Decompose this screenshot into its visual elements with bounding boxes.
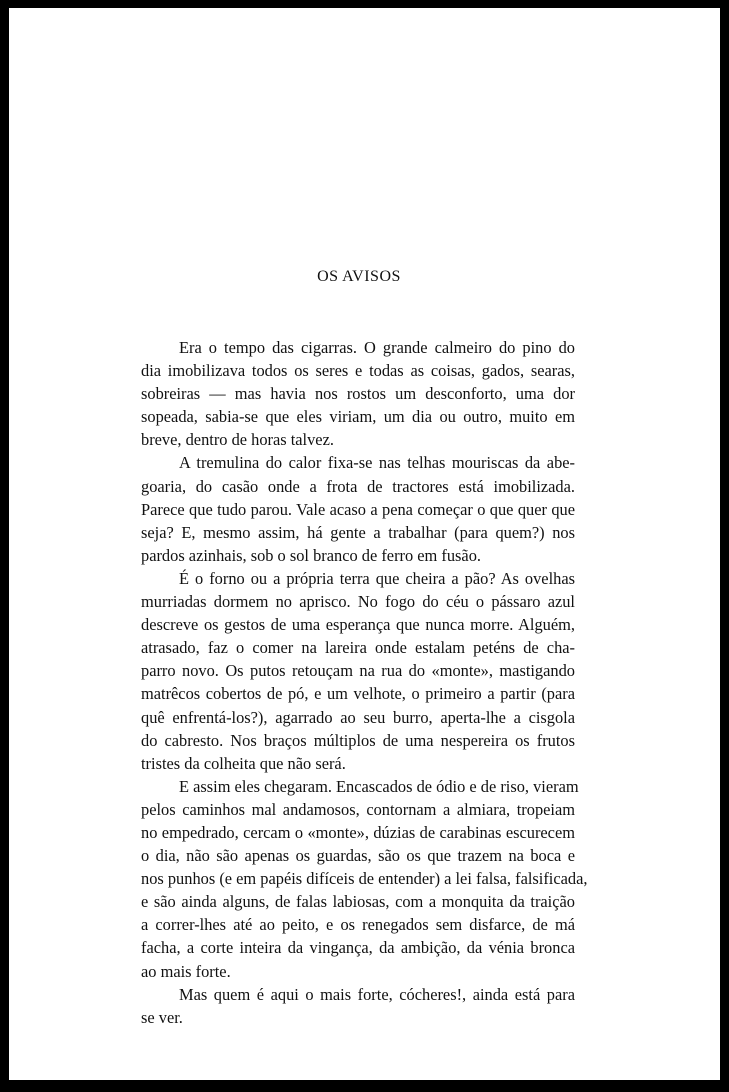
text-line: breve, dentro de horas talvez. [141,430,334,450]
body-text [103,336,588,1029]
text-line: A tremulina do calor fixa-se nas telhas mouriscas da abe- [179,453,575,473]
text-line: o dia, não são apenas os guardas, são os que trazem na boca e [141,846,575,866]
text-line: e são ainda alguns, de falas labiosas, com a monquita da traição [141,892,575,912]
page-title: OS AVISOS [317,268,401,285]
text-line: pardos azinhais, sob o sol branco de ferro em fusão. [141,545,482,565]
text-line: Mas quem é aqui o mais forte, cócheres!, ainda está para [179,984,575,1004]
text-line: quê enfrentá-los?), agarrado ao seu burro, aperta-lhe a cisgola [141,707,575,727]
text-line: seja? E, mesmo assim, há gente a trabalhar (para quem?) nos [141,522,575,542]
text-line: sobreiras — mas havia nos rostos um desconforto, uma dor [141,384,575,404]
text-line: atrasado, faz o comer na lareira onde estalam peténs de cha- [141,638,575,658]
paragraph-1 [103,336,575,451]
text-line: a correr-lhes até ao peito, e os renegados sem disfarce, de má [141,915,575,935]
text-line: no empedrado, cercam o «monte», dúzias de carabinas escurecem [141,822,575,842]
text-line: matrêcos cobertos de pó, e um velhote, o primeiro a partir (para [141,684,575,704]
text-line: Parece que tudo parou. Vale acaso a pena começar o que quer que [141,499,575,519]
text-line: murriadas dormem no aprisco. No fogo do céu o pássaro azul [141,592,575,612]
text-line: se ver. [141,1007,183,1027]
text-line: do cabresto. Nos braços múltiplos de uma nespereira os frutos [141,730,575,750]
paragraph-3 [103,567,575,775]
text-line: dia imobilizava todos os seres e todas as coisas, gados, searas, [141,361,575,381]
paragraph-2 [103,451,575,566]
text-line: nos punhos (e em papéis difíceis de entender) a lei falsa, falsificada, [141,869,588,889]
text-line: pelos caminhos mal andamosos, contornam a almiara, tropeiam [141,799,575,819]
text-line: descreve os gestos de uma esperança que nunca morre. Alguém, [141,615,575,635]
paragraph-4 [103,775,588,983]
document-page [9,8,720,1080]
text-line: sopeada, sabia-se que eles viriam, um dia ou outro, muito em [141,407,575,427]
text-line: É o forno ou a própria terra que cheira a pão? As ovelhas [179,568,575,588]
text-line: goaria, do casão onde a frota de tractores está imobilizada. [141,476,575,496]
paragraph-5 [103,983,575,1029]
text-line: Era o tempo das cigarras. O grande calmeiro do pino do [179,338,575,357]
text-line: parro novo. Os putos retouçam na rua do «monte», mastigando [141,661,575,681]
text-line: E assim eles chegaram. Encascados de ódio e de riso, vieram [179,776,579,796]
text-line: facha, a corte inteira da vingança, da ambição, da vénia bronca [141,938,575,958]
text-line: tristes da colheita que não será. [141,753,346,773]
text-line: ao mais forte. [141,961,231,981]
